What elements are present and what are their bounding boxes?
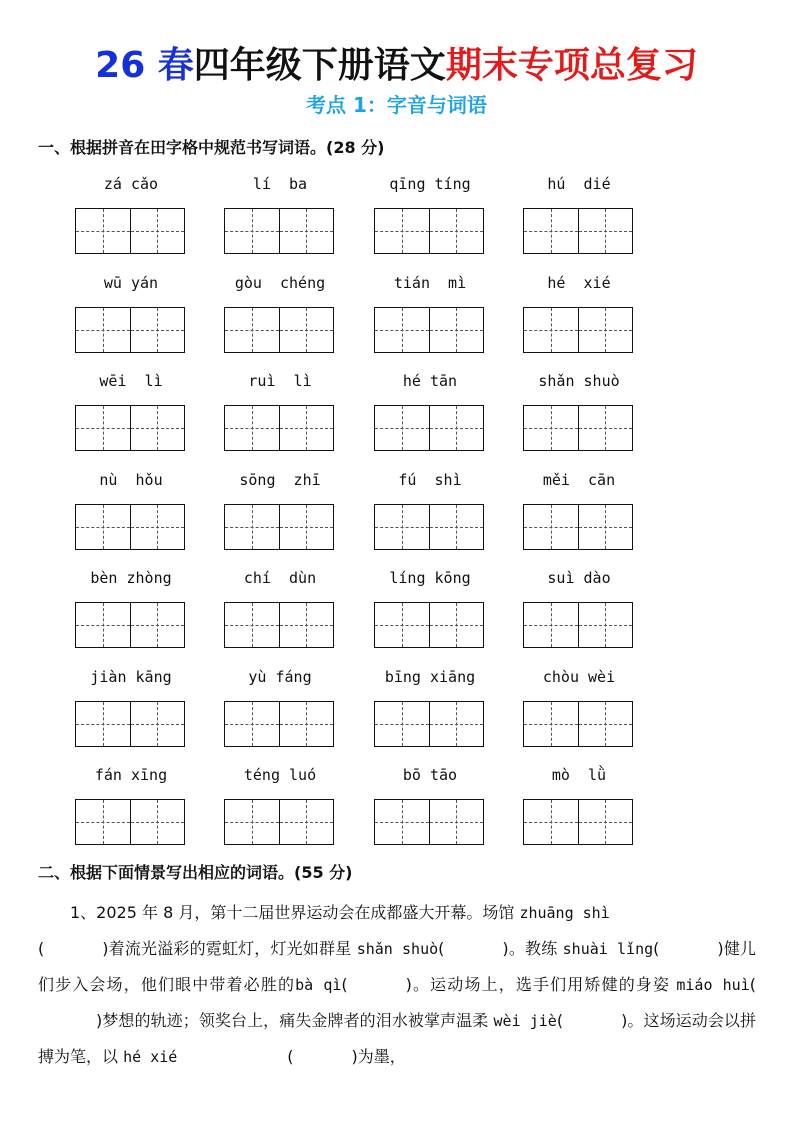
- pinyin-label: nù hǒu: [99, 470, 163, 489]
- tianzige-box[interactable]: [429, 505, 484, 549]
- grid-row: [0, 564, 793, 662]
- tianzige-box[interactable]: [578, 308, 633, 352]
- tianzige-box[interactable]: [279, 308, 334, 352]
- pinyin-label: hé tān: [402, 372, 458, 390]
- tianzige-box[interactable]: [225, 603, 279, 647]
- text-segment: (: [341, 975, 348, 994]
- tianzige-box[interactable]: [279, 800, 334, 844]
- tianzige-box[interactable]: [225, 800, 279, 844]
- tianzige-box[interactable]: [76, 702, 130, 746]
- tianzige-box[interactable]: [578, 505, 633, 549]
- tianzige-box-pair: [374, 504, 484, 550]
- text-segment: (: [287, 1047, 294, 1066]
- tianzige-box[interactable]: [130, 702, 185, 746]
- pinyin-label: chí dùn: [243, 569, 317, 587]
- tianzige-box[interactable]: [76, 603, 130, 647]
- tianzige-box[interactable]: [279, 702, 334, 746]
- tianzige-box-pair: [75, 208, 185, 254]
- tianzige-box[interactable]: [578, 603, 633, 647]
- grid-row: [0, 466, 793, 564]
- tianzige-box[interactable]: [130, 603, 185, 647]
- title-year: 26 春: [95, 45, 194, 86]
- text-segment: (: [438, 939, 445, 958]
- tianzige-box-pair: [523, 701, 633, 747]
- grid-row: [0, 761, 793, 859]
- text-segment: (: [556, 1011, 564, 1030]
- tianzige-box[interactable]: [130, 209, 185, 253]
- tianzige-box-pair: [224, 701, 334, 747]
- pinyin-label: shǎn shuò: [538, 372, 620, 390]
- pinyin-label: hé xié: [547, 273, 611, 292]
- pinyin-label: wū yán: [103, 273, 159, 292]
- tianzige-box[interactable]: [225, 406, 279, 450]
- tianzige-box[interactable]: [429, 702, 484, 746]
- pinyin-label: tián mì: [393, 273, 467, 292]
- pinyin-label: fán xīng: [94, 766, 168, 784]
- page-title: [0, 44, 793, 88]
- tianzige-box-pair: [224, 405, 334, 451]
- tianzige-box-pair: [523, 208, 633, 254]
- tianzige-box[interactable]: [578, 702, 633, 746]
- pinyin-label: qīng tíng: [389, 175, 471, 193]
- pinyin-label: yù fáng: [248, 667, 312, 686]
- pinyin-label: téng luó: [243, 766, 317, 784]
- pinyin-prompt: bà qì: [295, 976, 342, 994]
- text-segment: )梦想的轨迹；领奖台上，痛失金牌者的泪水被掌声温柔: [96, 1011, 489, 1030]
- text-segment: )着流光溢彩的霓虹灯，灯光如群星: [102, 939, 352, 958]
- paragraph-text: [38, 895, 756, 1075]
- tianzige-box[interactable]: [429, 406, 484, 450]
- text-segment: )。运动场上，选手们用矫健的身姿: [405, 975, 671, 994]
- tianzige-box[interactable]: [279, 603, 334, 647]
- tianzige-box[interactable]: [130, 308, 185, 352]
- tianzige-box[interactable]: [375, 209, 429, 253]
- tianzige-box[interactable]: [429, 603, 484, 647]
- pinyin-label: suì dào: [547, 569, 611, 587]
- text-segment: (: [38, 939, 45, 958]
- pinyin-label: líng kōng: [389, 569, 471, 587]
- tianzige-box[interactable]: [578, 800, 633, 844]
- tianzige-box[interactable]: [279, 505, 334, 549]
- tianzige-box[interactable]: [225, 505, 279, 549]
- pinyin-label: hú dié: [547, 175, 611, 193]
- tianzige-box[interactable]: [130, 406, 185, 450]
- tianzige-box[interactable]: [76, 505, 130, 549]
- tianzige-box[interactable]: [375, 603, 429, 647]
- tianzige-box-pair: [75, 799, 185, 845]
- pinyin-label: chòu wèi: [542, 667, 616, 686]
- title-review: 期末专项总复习: [445, 45, 698, 86]
- pinyin-prompt: hé xié: [123, 1048, 178, 1066]
- pinyin-label: ruì lì: [248, 372, 312, 390]
- tianzige-box-pair: [374, 307, 484, 353]
- grid-row: [0, 170, 793, 268]
- tianzige-box-pair: [523, 504, 633, 550]
- text-segment: 1、2025 年 8 月，第十二届世界运动会在成都盛大开幕。场馆: [70, 903, 515, 922]
- pinyin-label: lí ba: [252, 175, 308, 193]
- pinyin-prompt: shuài lǐng: [562, 940, 654, 958]
- pinyin-label: měi cān: [542, 470, 616, 489]
- tianzige-box-pair: [374, 701, 484, 747]
- tianzige-box[interactable]: [225, 702, 279, 746]
- tianzige-box-pair: [75, 602, 185, 648]
- tianzige-box[interactable]: [524, 308, 578, 352]
- tianzige-box-pair: [75, 701, 185, 747]
- text-segment: (: [653, 939, 660, 958]
- tianzige-box[interactable]: [76, 209, 130, 253]
- tianzige-box[interactable]: [130, 800, 185, 844]
- pinyin-label: gòu chéng: [234, 273, 326, 292]
- tianzige-box[interactable]: [76, 800, 130, 844]
- pinyin-label: jiàn kāng: [90, 667, 172, 686]
- tianzige-box[interactable]: [524, 603, 578, 647]
- pinyin-label: mò lǜ: [551, 766, 607, 784]
- tianzige-box[interactable]: [578, 406, 633, 450]
- pinyin-label: wēi lì: [99, 372, 163, 390]
- tianzige-box[interactable]: [76, 308, 130, 352]
- tianzige-box-pair: [374, 405, 484, 451]
- pinyin-label: bīng xiāng: [384, 667, 476, 686]
- tianzige-box[interactable]: [225, 209, 279, 253]
- tianzige-box[interactable]: [524, 406, 578, 450]
- tianzige-box-pair: [523, 307, 633, 353]
- tianzige-box-pair: [374, 799, 484, 845]
- tianzige-box[interactable]: [429, 209, 484, 253]
- tianzige-box-pair: [75, 307, 185, 353]
- grid-row: [0, 663, 793, 761]
- tianzige-box[interactable]: [429, 308, 484, 352]
- tianzige-box[interactable]: [76, 406, 130, 450]
- tianzige-box[interactable]: [375, 308, 429, 352]
- tianzige-box[interactable]: [524, 800, 578, 844]
- tianzige-box-pair: [75, 405, 185, 451]
- grid-row: [0, 269, 793, 367]
- text-segment: )。教练: [502, 939, 558, 958]
- tianzige-box-pair: [374, 208, 484, 254]
- tianzige-box[interactable]: [279, 209, 334, 253]
- tianzige-box[interactable]: [375, 406, 429, 450]
- tianzige-box[interactable]: [524, 209, 578, 253]
- tianzige-box-pair: [523, 799, 633, 845]
- text-segment: )。这场运动会以拼搏为笔，以: [38, 1011, 756, 1066]
- tianzige-box-pair: [374, 602, 484, 648]
- pinyin-prompt: shǎn shuò: [356, 940, 439, 958]
- tianzige-box-pair: [523, 405, 633, 451]
- pinyin-prompt: miáo huì: [676, 976, 750, 994]
- text-segment: (: [749, 975, 756, 994]
- tianzige-box-pair: [224, 602, 334, 648]
- tianzige-box[interactable]: [225, 308, 279, 352]
- title-grade: 四年级下册语文: [193, 45, 446, 86]
- pinyin-prompt: zhuāng shì: [519, 904, 610, 922]
- tianzige-box[interactable]: [524, 505, 578, 549]
- text-segment: )健儿们步入会场，他们眼中带着必胜的: [38, 939, 757, 994]
- tianzige-box[interactable]: [279, 406, 334, 450]
- text-segment: )为墨，: [351, 1047, 406, 1066]
- tianzige-box-pair: [224, 504, 334, 550]
- tianzige-box-pair: [75, 504, 185, 550]
- pinyin-label: fú shì: [398, 470, 462, 489]
- tianzige-box[interactable]: [524, 702, 578, 746]
- tianzige-box[interactable]: [375, 505, 429, 549]
- grid-row: [0, 367, 793, 465]
- tianzige-box[interactable]: [375, 702, 429, 746]
- section1-heading: 一、根据拼音在田字格中规范书写词语。(28 分): [38, 138, 385, 157]
- pinyin-label: bèn zhòng: [90, 569, 172, 587]
- page-subtitle: 考点 1：字音与词语: [306, 93, 487, 117]
- tianzige-box[interactable]: [375, 800, 429, 844]
- scenario-paragraph: [38, 895, 756, 1075]
- tianzige-box[interactable]: [130, 505, 185, 549]
- tianzige-box[interactable]: [429, 800, 484, 844]
- pinyin-label: sōng zhī: [239, 470, 321, 489]
- section2-heading: 二、根据下面情景写出相应的词语。(55 分): [38, 863, 353, 882]
- pinyin-prompt: wèi jiè: [493, 1012, 557, 1030]
- pinyin-label: zá cǎo: [103, 175, 159, 193]
- tianzige-box[interactable]: [578, 209, 633, 253]
- tianzige-box-pair: [224, 208, 334, 254]
- pinyin-label: bō tāo: [402, 766, 458, 784]
- tianzige-box-pair: [224, 307, 334, 353]
- tianzige-box-pair: [523, 602, 633, 648]
- tianzige-box-pair: [224, 799, 334, 845]
